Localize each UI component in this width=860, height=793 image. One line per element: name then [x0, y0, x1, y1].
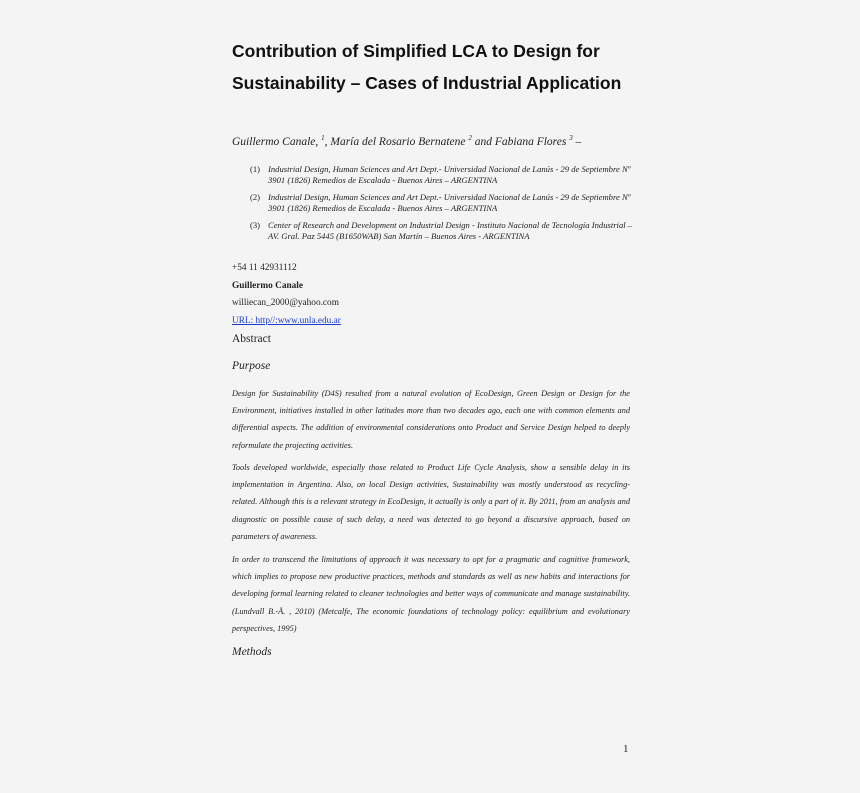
author-line [232, 134, 652, 148]
author-affiliation-mark: 1 [321, 134, 325, 142]
methods-heading: Methods [232, 646, 272, 658]
abstract-heading: Abstract [232, 333, 271, 345]
author-separator: – [572, 135, 582, 148]
author-separator: and [471, 135, 495, 148]
affiliation-item [250, 220, 635, 242]
affiliation-number: (1) [250, 164, 261, 174]
purpose-heading: Purpose [232, 360, 271, 372]
affiliation-list [250, 164, 635, 248]
abstract-paragraph: In order to transcend the limitations of approach it was necessary to opt for a pragmatic and cognitive framework, which implies to propose new productive practices, methods and standards as well as new habits and interactions for developing formal learning related to cleaner technologies and better ways of communicate and manage sustainability. (Lundvall B.-Å. , 2010) (Metcalfe, The economic foundations of technology policy: equilibrium and evolutionary perspectives, 1995) [232, 555, 630, 633]
page-number: 1 [623, 743, 629, 755]
affiliation-text: Center of Research and Development on Industrial Design - Instituto Nacional de Tecnología Industrial – AV. Gral. Paz 5445 (B1650WAB) San Martín – Buenos Aires - ARGENTINA [268, 220, 633, 241]
paper-title: Contribution of Simplified LCA to Design for Sustainability – Cases of Industrial Application [232, 41, 622, 93]
contact-name: Guillermo Canale [232, 281, 304, 291]
contact-email: williecan_2000@yahoo.com [232, 298, 339, 308]
affiliation-text: Industrial Design, Human Sciences and Art Dept.- Universidad Nacional de Lanús - 29 de Septiembre Nº 3901 (1826) Remedios de Escalada - Buenos Aires – ARGENTINA [268, 164, 631, 185]
author-affiliation-mark: 3 [569, 134, 573, 142]
author-affiliation-mark: 2 [468, 134, 472, 142]
abstract-paragraph: Tools developed worldwide, especially those related to Product Life Cycle Analysis, show a sensible delay in its implementation in Argentina. Also, on local Design activities, Sustainability was mostly understood as recycling-related. Although this is a relevant strategy in EcoDesign, it actually is only a part of it. By 2011, from an analysis and diagnostic on possible cause of such delay, a need was detected to go beyond a discursive approach, based on parameters of awareness. [232, 463, 630, 541]
abstract-paragraph: Design for Sustainability (D4S) resulted from a natural evolution of EcoDesign, Green Design or Design for the Environment, initiatives installed in other latitudes more than two decades ago, each one with common elements and differential aspects. The addition of environmental considerations onto Product and Service Design helped to deeply reformulate the projecting activities. [232, 389, 630, 450]
affiliation-text: Industrial Design, Human Sciences and Art Dept.- Universidad Nacional de Lanús - 29 de Septiembre Nº 3901 (1826) Remedios de Escalada - Buenos Aires – ARGENTINA [268, 192, 631, 213]
author-name: Fabiana Flores [494, 135, 570, 148]
affiliation-item [250, 192, 635, 214]
author-name: Guillermo Canale, [232, 135, 322, 148]
affiliation-number: (2) [250, 192, 261, 202]
contact-url-link[interactable]: URL: http//:www.unla.edu.ar [232, 316, 341, 326]
affiliation-number: (3) [250, 220, 261, 230]
author-separator: , [324, 135, 331, 148]
affiliation-item [250, 164, 635, 186]
author-name: María del Rosario Bernatene [330, 135, 469, 148]
contact-phone: +54 11 42931112 [232, 263, 297, 273]
